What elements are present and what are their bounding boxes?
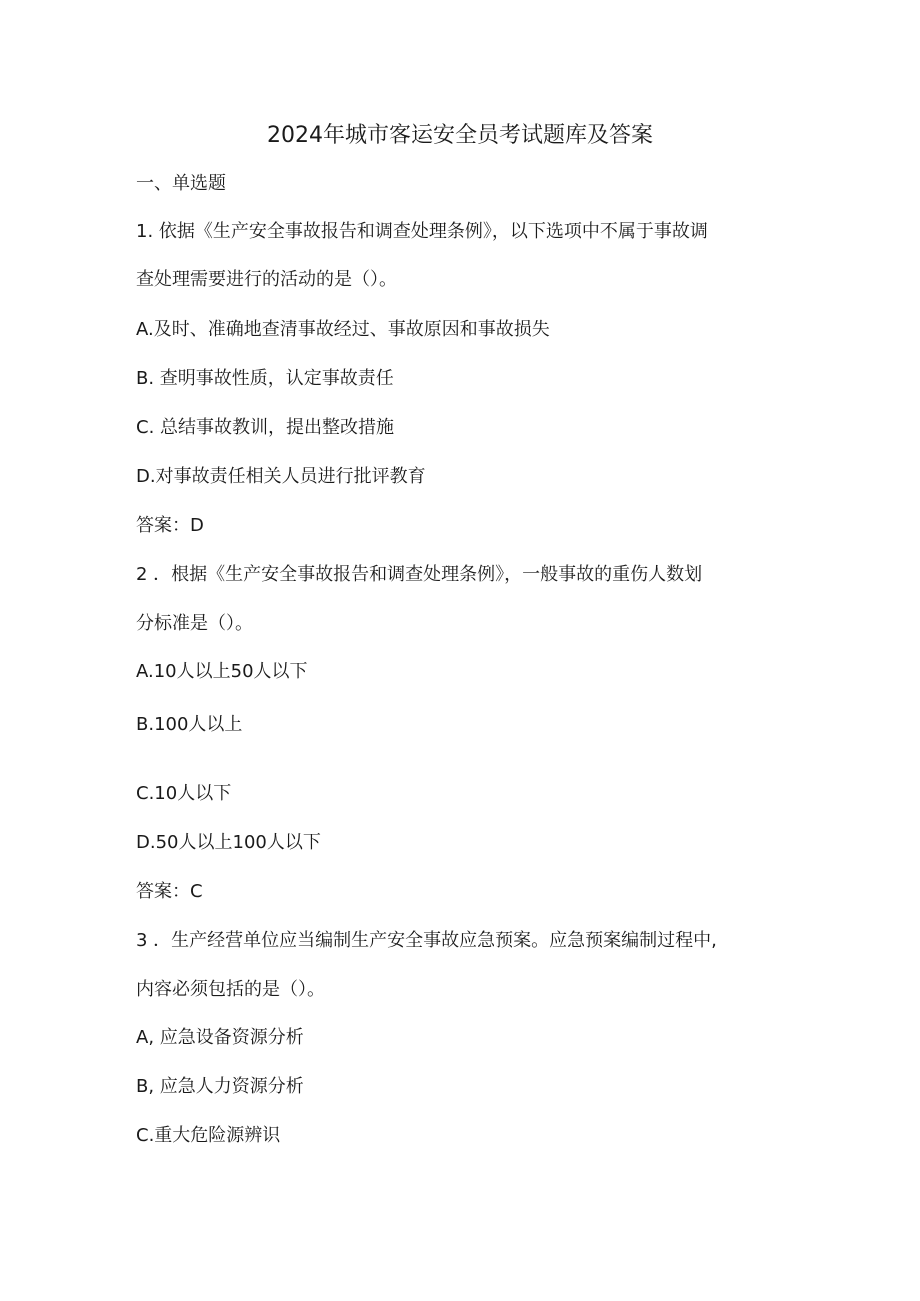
question-1-option-c: C. 总结事故教训，提出整改措施	[136, 417, 395, 438]
question-3-option-a: A, 应急设备资源分析	[136, 1027, 304, 1048]
question-2-option-d: D.50人以上100人以下	[136, 832, 321, 853]
question-1-option-b: B. 查明事故性质，认定事故责任	[136, 368, 394, 389]
question-2-answer: 答案：C	[136, 881, 203, 902]
question-1-option-a: A.及时、准确地查清事故经过、事故原因和事故损失	[136, 319, 550, 340]
question-1-stem-line-1: 1. 依据《生产安全事故报告和调查处理条例》，以下选项中不属于事故调	[136, 221, 708, 242]
question-1-stem-line-2: 查处理需要进行的活动的是（）。	[136, 269, 397, 290]
document-title: 2024年城市客运安全员考试题库及答案	[267, 123, 653, 148]
question-3-stem-line-1: 3 ．生产经营单位应当编制生产安全事故应急预案。应急预案编制过程中,	[136, 930, 717, 951]
question-2-stem-line-1: 2 ．根据《生产安全事故报告和调查处理条例》，一般事故的重伤人数划	[136, 564, 703, 585]
question-2-option-b: B.100人以上	[136, 714, 243, 735]
question-2-option-a: A.10人以上50人以下	[136, 661, 308, 682]
question-3-option-c: C.重大危险源辨识	[136, 1125, 281, 1146]
question-2-option-c: C.10人以下	[136, 783, 232, 804]
question-2-stem-line-2: 分标准是（）。	[136, 613, 253, 634]
question-3-stem-line-2: 内容必须包括的是（）。	[136, 979, 325, 1000]
question-1-option-d: D.对事故责任相关人员进行批评教育	[136, 466, 426, 487]
question-1-answer: 答案：D	[136, 515, 204, 536]
question-3-option-b: B, 应急人力资源分析	[136, 1076, 304, 1097]
section-heading: 一、单选题	[136, 173, 226, 194]
